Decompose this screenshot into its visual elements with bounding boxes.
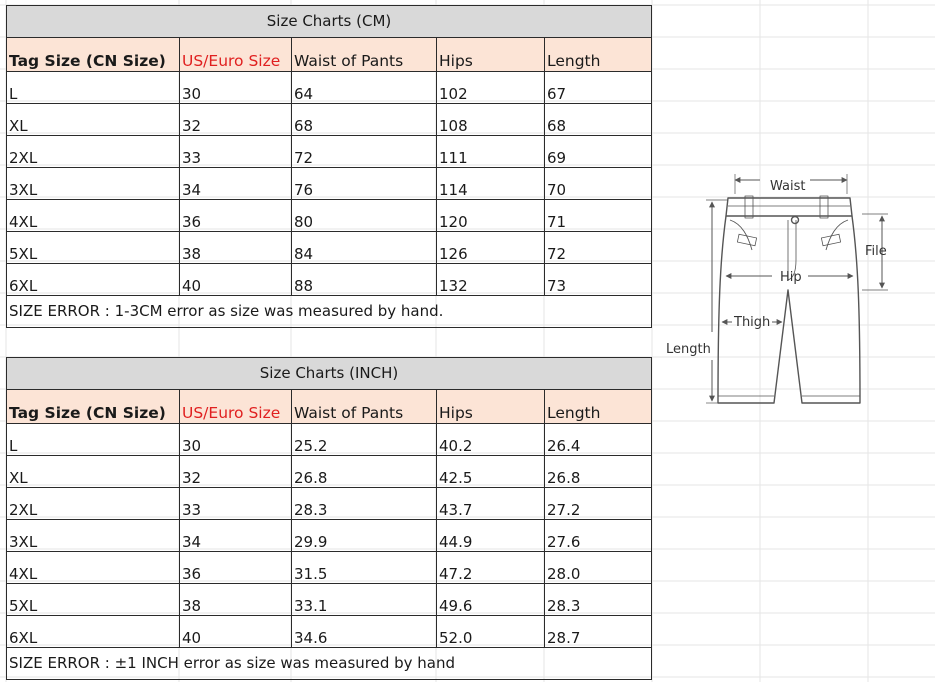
- table-cell: 27.6: [545, 520, 652, 552]
- tag-size-header: Tag Size (CN Size): [7, 38, 180, 72]
- length-label: Length: [666, 342, 711, 357]
- table-header-row: [7, 38, 652, 72]
- table-cell: 6XL: [7, 264, 180, 296]
- table-row: [7, 104, 652, 136]
- us-euro-size-header: US/Euro Size: [180, 38, 292, 72]
- table-title-row: [7, 358, 652, 390]
- table-row: [7, 424, 652, 456]
- table-cell: 5XL: [7, 584, 180, 616]
- table-cell: 76: [292, 168, 437, 200]
- table-cell: 30: [180, 424, 292, 456]
- table-cell: 34: [180, 168, 292, 200]
- table-cell: 34: [180, 520, 292, 552]
- table-row: [7, 200, 652, 232]
- size-chart-cm-table: [6, 5, 652, 328]
- waist-header: Waist of Pants: [292, 390, 437, 424]
- size-chart-inch-table: [6, 357, 652, 680]
- hip-label: Hip: [780, 270, 802, 285]
- table-cell: 32: [180, 456, 292, 488]
- table-cell: 71: [545, 200, 652, 232]
- table-title: Size Charts (INCH): [7, 358, 652, 390]
- size-error-note: SIZE ERROR : 1-3CM error as size was measured by hand.: [7, 296, 652, 328]
- table-cell: 80: [292, 200, 437, 232]
- table-cell: 43.7: [437, 488, 545, 520]
- table-cell: 72: [545, 232, 652, 264]
- table-cell: 120: [437, 200, 545, 232]
- table-cell: 38: [180, 584, 292, 616]
- table-title-row: [7, 6, 652, 38]
- table-cell: 28.0: [545, 552, 652, 584]
- table-cell: 4XL: [7, 552, 180, 584]
- table-row: [7, 168, 652, 200]
- table-row: [7, 616, 652, 648]
- thigh-label: Thigh: [734, 315, 771, 330]
- table-cell: 33: [180, 488, 292, 520]
- table-cell: 5XL: [7, 232, 180, 264]
- table-cell: L: [7, 72, 180, 104]
- table-cell: 126: [437, 232, 545, 264]
- table-row: [7, 584, 652, 616]
- table-cell: 29.9: [292, 520, 437, 552]
- table-cell: 36: [180, 552, 292, 584]
- pants-outline: [718, 196, 860, 403]
- table-cell: 36: [180, 200, 292, 232]
- table-row: [7, 456, 652, 488]
- table-cell: 27.2: [545, 488, 652, 520]
- table-cell: 28.3: [545, 584, 652, 616]
- measurement-lines: [706, 174, 888, 403]
- table-cell: 33: [180, 136, 292, 168]
- size-error-row: [7, 648, 652, 680]
- waist-header: Waist of Pants: [292, 38, 437, 72]
- table-cell: 32: [180, 104, 292, 136]
- table-cell: 68: [545, 104, 652, 136]
- table-cell: 72: [292, 136, 437, 168]
- table-cell: 26.8: [292, 456, 437, 488]
- hips-header: Hips: [437, 38, 545, 72]
- table-cell: 88: [292, 264, 437, 296]
- table-cell: 70: [545, 168, 652, 200]
- table-cell: 31.5: [292, 552, 437, 584]
- table-cell: 3XL: [7, 520, 180, 552]
- table-cell: 47.2: [437, 552, 545, 584]
- table-cell: 108: [437, 104, 545, 136]
- table-cell: XL: [7, 104, 180, 136]
- size-error-row: [7, 296, 652, 328]
- table-cell: 64: [292, 72, 437, 104]
- pants-measurement-diagram: [660, 170, 930, 420]
- table-row: [7, 552, 652, 584]
- table-cell: 42.5: [437, 456, 545, 488]
- table-cell: 52.0: [437, 616, 545, 648]
- table-cell: 49.6: [437, 584, 545, 616]
- table-cell: 40: [180, 264, 292, 296]
- table-row: [7, 232, 652, 264]
- length-header: Length: [545, 390, 652, 424]
- table-cell: 25.2: [292, 424, 437, 456]
- table-row: [7, 264, 652, 296]
- table-cell: 38: [180, 232, 292, 264]
- table-cell: 6XL: [7, 616, 180, 648]
- table-cell: 84: [292, 232, 437, 264]
- table-cell: 28.3: [292, 488, 437, 520]
- table-cell: 40: [180, 616, 292, 648]
- hips-header: Hips: [437, 390, 545, 424]
- table-cell: 132: [437, 264, 545, 296]
- table-cell: 30: [180, 72, 292, 104]
- table-cell: 26.8: [545, 456, 652, 488]
- table-cell: 34.6: [292, 616, 437, 648]
- table-cell: 73: [545, 264, 652, 296]
- table-cell: 26.4: [545, 424, 652, 456]
- table-cell: 28.7: [545, 616, 652, 648]
- length-header: Length: [545, 38, 652, 72]
- tag-size-header: Tag Size (CN Size): [7, 390, 180, 424]
- table-cell: 40.2: [437, 424, 545, 456]
- table-cell: 68: [292, 104, 437, 136]
- file-label: File: [865, 244, 887, 259]
- table-cell: 114: [437, 168, 545, 200]
- size-error-note: SIZE ERROR : ±1 INCH error as size was measured by hand: [7, 648, 652, 680]
- table-cell: 67: [545, 72, 652, 104]
- table-cell: 44.9: [437, 520, 545, 552]
- waist-label: Waist: [770, 179, 806, 194]
- table-cell: XL: [7, 456, 180, 488]
- table-row: [7, 136, 652, 168]
- table-cell: 69: [545, 136, 652, 168]
- table-row: [7, 72, 652, 104]
- table-title: Size Charts (CM): [7, 6, 652, 38]
- table-cell: 3XL: [7, 168, 180, 200]
- table-cell: 111: [437, 136, 545, 168]
- table-row: [7, 488, 652, 520]
- table-row: [7, 520, 652, 552]
- table-cell: L: [7, 424, 180, 456]
- table-cell: 4XL: [7, 200, 180, 232]
- table-cell: 102: [437, 72, 545, 104]
- table-cell: 2XL: [7, 136, 180, 168]
- table-cell: 2XL: [7, 488, 180, 520]
- table-header-row: [7, 390, 652, 424]
- us-euro-size-header: US/Euro Size: [180, 390, 292, 424]
- table-cell: 33.1: [292, 584, 437, 616]
